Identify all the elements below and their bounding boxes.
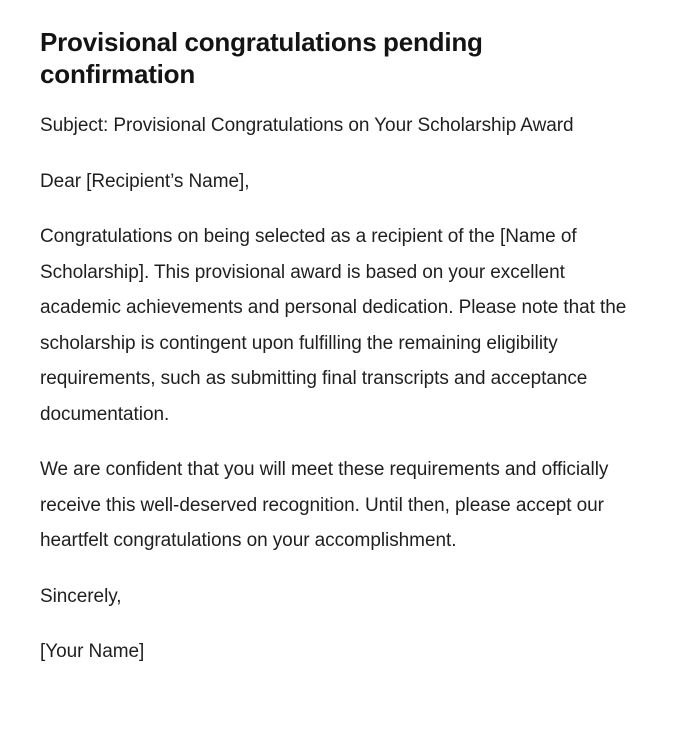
page-title: Provisional congratulations pending confirmation bbox=[40, 27, 483, 89]
paragraph-salutation: Dear [Recipient’s Name], bbox=[40, 170, 250, 192]
letter-body bbox=[40, 108, 637, 670]
paragraph-congratulations: Congratulations on being selected as a recipient of the [Name of Scholarship]. This provisional award is based on your excellent academic achievements and personal dedication. Please note that the scholarship is contingent upon fulfilling the remaining eligibility requirements, such as submitting final transcripts and acceptance documentation. bbox=[40, 226, 627, 425]
paragraph-signature: [Your Name] bbox=[40, 641, 145, 662]
paragraph-closing: Sincerely, bbox=[40, 585, 122, 607]
paragraph-subject: Subject: Provisional Congratulations on Your Scholarship Award bbox=[40, 115, 574, 136]
letter-article bbox=[40, 0, 637, 670]
paragraph-confidence: We are confident that you will meet these requirements and officially receive this well-deserved recognition. Until then, please accept our heartfelt congratulations on your accomplishment. bbox=[40, 459, 609, 551]
